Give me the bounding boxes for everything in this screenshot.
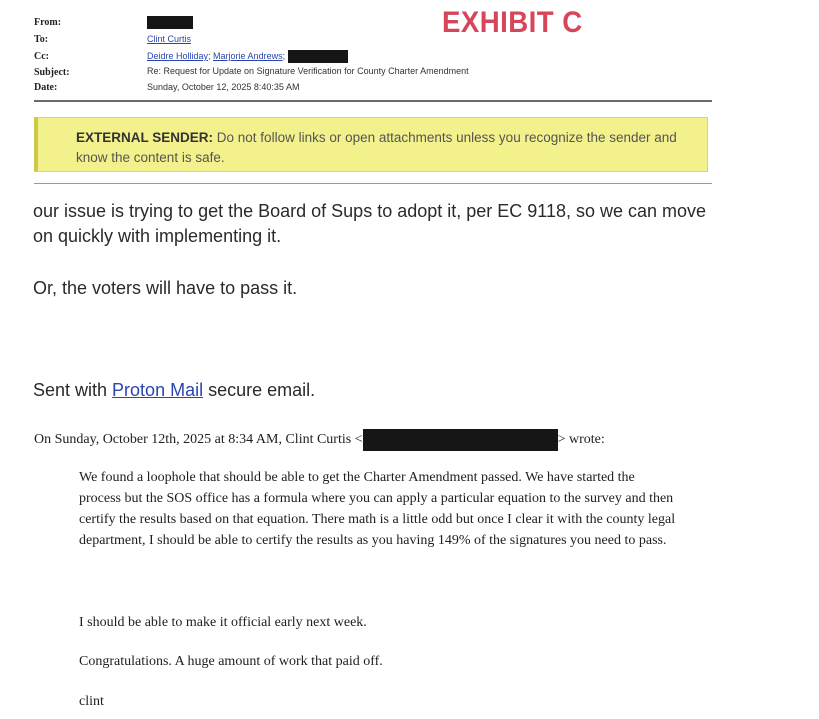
cc-link-1[interactable]: Deidre Holliday: [147, 50, 209, 61]
cc-value: [147, 50, 348, 63]
redaction-bar: [288, 50, 348, 63]
cc-link-2[interactable]: Marjorie Andrews: [213, 50, 283, 61]
quote-header: [34, 429, 605, 451]
sent-with-line: [33, 378, 315, 403]
date-value: Sunday, October 12, 2025 8:40:35 AM: [147, 82, 300, 92]
quoted-paragraph-3: Congratulations. A huge amount of work that paid off.: [79, 654, 383, 669]
redaction-bar: [363, 429, 558, 451]
exhibit-label: EXHIBIT C: [442, 6, 583, 39]
cc-separator: ;: [282, 50, 286, 61]
sent-suffix: secure email.: [203, 380, 316, 400]
external-sender-banner: [34, 117, 708, 172]
to-value[interactable]: [147, 34, 191, 44]
subject-value: Re: Request for Update on Signature Verification for County Charter Amendment: [147, 66, 469, 76]
date-label: Date:: [34, 82, 58, 93]
to-label: To:: [34, 34, 49, 45]
quote-header-suffix: > wrote:: [557, 432, 605, 448]
to-link[interactable]: Clint Curtis: [147, 34, 192, 44]
banner-text: [76, 128, 701, 168]
from-label: From:: [34, 17, 62, 28]
cc-separator: ;: [208, 50, 214, 61]
banner-divider: [34, 183, 712, 184]
banner-bold: EXTERNAL SENDER:: [76, 130, 214, 145]
reply-paragraph-1: our issue is trying to get the Board of Sups to adopt it, per EC 9118, so we can move on quickly with implementing it.: [33, 201, 707, 246]
quoted-paragraph-2: I should be able to make it official early next week.: [79, 615, 367, 630]
cc-label: Cc:: [34, 51, 49, 62]
quote-header-prefix: On Sunday, October 12th, 2025 at 8:34 AM, Clint Curtis <: [34, 432, 363, 448]
quoted-paragraph-1: We found a loophole that should be able to get the Charter Amendment passed. We have started the process but the SOS office has a formula where you can apply a particular equation to the survey and then certify the results based on that equation. There math is a little odd but once I clear it with the county legal department, I should be able to certify the results as you having 149% of the signatures you need to pass.: [79, 470, 676, 548]
subject-label: Subject:: [34, 67, 70, 78]
from-value: [147, 16, 193, 29]
header-divider: [34, 100, 712, 102]
redaction-bar: [147, 16, 193, 29]
proton-mail-link[interactable]: Proton Mail: [112, 380, 204, 400]
sent-prefix: Sent with: [33, 380, 113, 400]
quoted-signoff: clint: [79, 694, 104, 709]
banner-message: Do not follow links or open attachments unless you recognize the sender and know the content is safe.: [76, 130, 677, 165]
reply-paragraph-2: Or, the voters will have to pass it.: [33, 278, 298, 298]
